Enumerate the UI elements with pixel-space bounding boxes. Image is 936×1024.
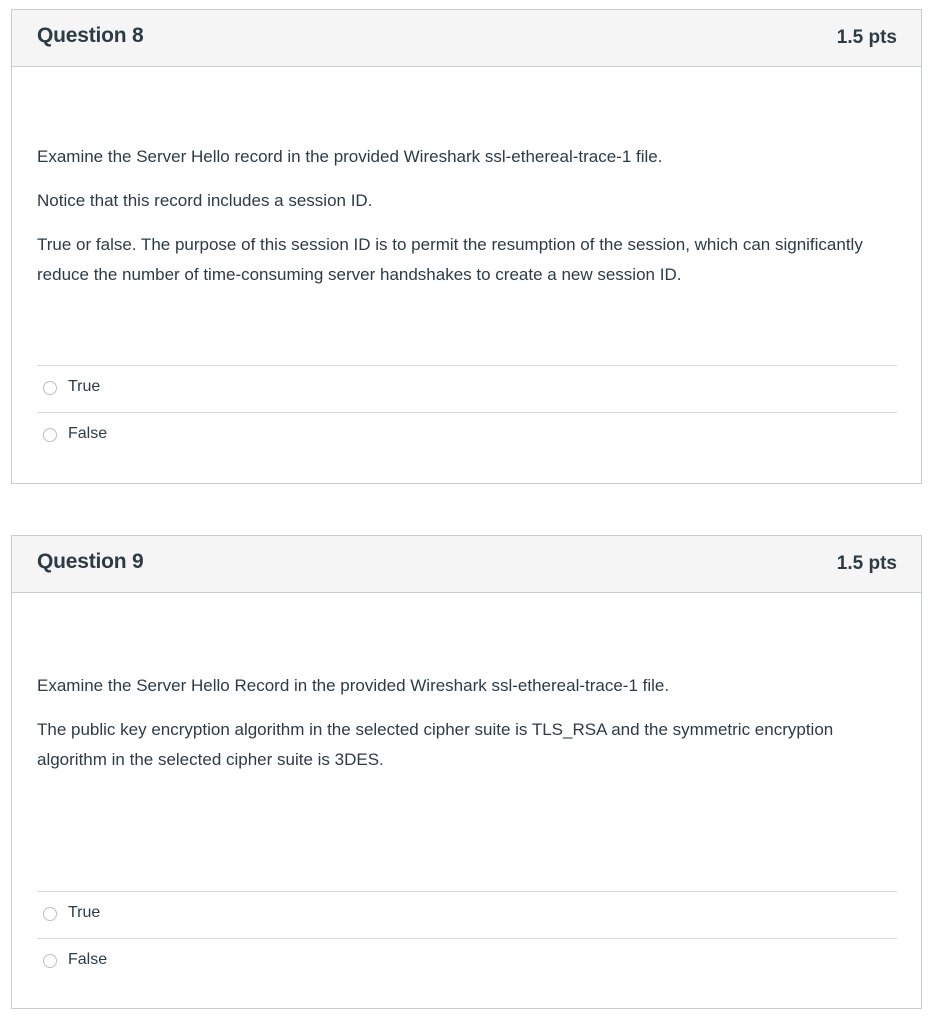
radio-button[interactable] [43, 428, 57, 442]
answer-label[interactable]: False [68, 951, 108, 968]
answer-label[interactable]: True [68, 378, 101, 395]
radio-button[interactable] [43, 381, 57, 395]
answer-option-false[interactable] [37, 939, 897, 985]
answer-option-true[interactable] [37, 892, 897, 939]
radio-button[interactable] [43, 954, 57, 968]
question-points: 1.5 pts [836, 27, 897, 48]
question-paragraph: Examine the Server Hello record in the provided Wireshark ssl-ethereal-trace-1 file. [37, 147, 663, 166]
question-title: Question 9 [37, 550, 144, 573]
question-card [11, 535, 922, 1009]
question-text [37, 671, 897, 789]
answer-list [37, 365, 897, 459]
question-card [11, 9, 922, 484]
question-paragraph: The public key encryption algorithm in the selected cipher suite is TLS_RSA and the symmetric encryption algorithm in the selected cipher suite is 3DES. [37, 720, 834, 769]
question-points: 1.5 pts [836, 553, 897, 574]
answer-label[interactable]: False [68, 425, 108, 442]
answer-option-true[interactable] [37, 366, 897, 413]
question-header [12, 10, 921, 67]
answer-list [37, 891, 897, 985]
question-paragraph: Examine the Server Hello Record in the provided Wireshark ssl-ethereal-trace-1 file. [37, 676, 670, 695]
question-paragraph: Notice that this record includes a session ID. [37, 191, 373, 210]
radio-button[interactable] [43, 907, 57, 921]
answer-option-false[interactable] [37, 413, 897, 459]
question-title: Question 8 [37, 24, 144, 47]
question-text [37, 142, 897, 304]
answer-label[interactable]: True [68, 904, 101, 921]
question-header [12, 536, 921, 593]
question-paragraph: True or false. The purpose of this session ID is to permit the resumption of the session, which can significantly reduce the number of time-consuming server handshakes to create a new session ID. [37, 235, 863, 284]
